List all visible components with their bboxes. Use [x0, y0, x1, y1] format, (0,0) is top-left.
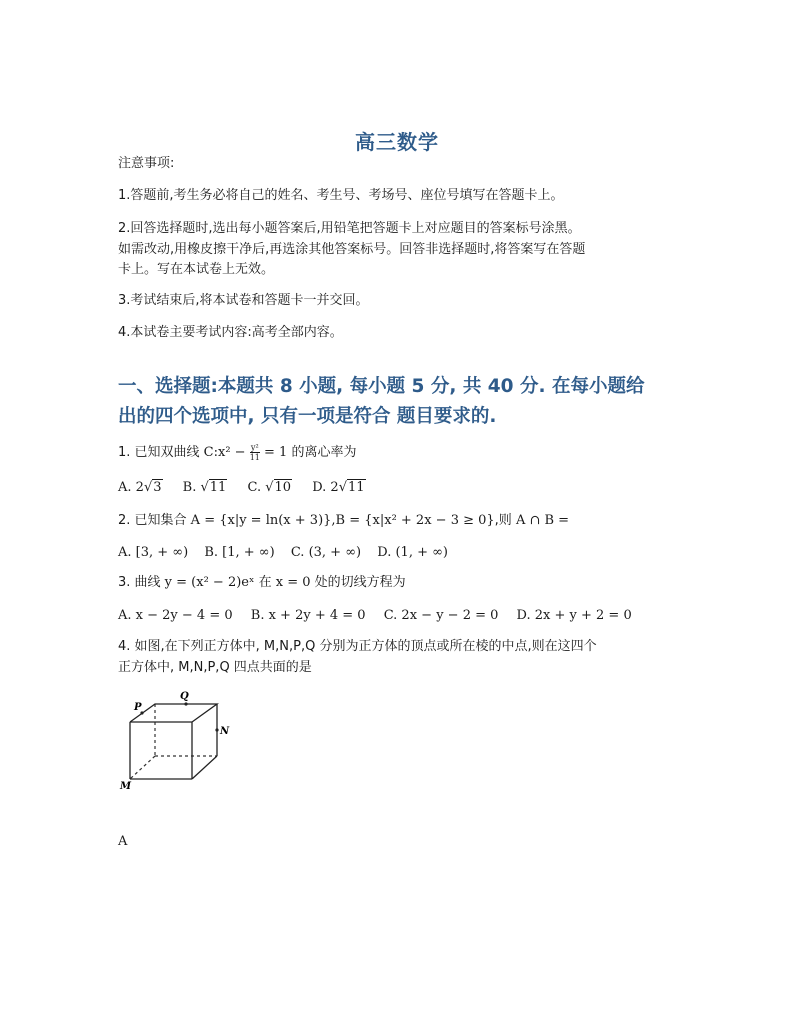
label-q: Q [180, 691, 189, 702]
q3-option-d: D. 2x + y + 2 = 0 [516, 608, 632, 623]
q1-opt-c-label: C. [247, 480, 266, 495]
cube-visible-edges [130, 704, 217, 779]
q1-opt-b-radicand: 11 [209, 480, 227, 495]
q2-stem-a: 2. 已知集合 [118, 513, 191, 528]
q2-option-d: D. (1, + ∞) [377, 545, 449, 560]
note-2-line-1: 2.回答选择题时,选出每小题答案后,用铅笔把答题卡上对应题目的答案标号涂黑。 [118, 221, 581, 236]
q3-stem-c: 处的切线方程为 [310, 575, 406, 590]
section-heading [118, 372, 678, 432]
q3-formula: y = (x² − 2)eˣ [164, 575, 255, 590]
q3-option-a: A. x − 2y − 4 = 0 [118, 608, 233, 623]
q1-suffix: 的离心率为 [287, 445, 357, 460]
q1-option-a: A. 2√3 [118, 480, 162, 495]
note-3: 3.考试结束后,将本试卷和答题卡一并交回。 [118, 293, 369, 308]
label-p: P [134, 702, 142, 713]
note-4: 4.本试卷主要考试内容:高考全部内容。 [118, 325, 343, 340]
q2-options [118, 542, 448, 563]
notes-heading: 注意事项: [118, 156, 175, 171]
q1-option-d: D. 2√11 [312, 480, 365, 495]
cube-figure [112, 684, 237, 794]
q1-formula-a: C:x² − [203, 445, 250, 460]
q1-opt-a-radicand: 3 [153, 480, 162, 495]
q3-formula-2: x = 0 [275, 575, 311, 590]
question-3 [118, 572, 406, 593]
question-1 [118, 442, 356, 463]
q2-option-b: B. [1, + ∞) [204, 545, 275, 560]
note-2-line-2: 如需改动,用橡皮擦干净后,再选涂其他答案标号。回答非选择题时,将答案写在答题 [118, 242, 586, 257]
q2-formula: A = {x|y = ln(x + 3)},B = {x|x² + 2x − 3 ≥ 0} [190, 513, 495, 528]
q1-fraction [250, 443, 260, 462]
q3-options [118, 605, 632, 626]
q1-formula-b: = 1 [259, 445, 288, 460]
option-a-label: A [118, 834, 128, 849]
question-2 [118, 510, 569, 531]
q3-option-b: B. x + 2y + 4 = 0 [250, 608, 366, 623]
q3-option-c: C. 2x − y − 2 = 0 [383, 608, 499, 623]
label-n: N [220, 726, 230, 737]
q2-stem-b: ,则 [494, 513, 516, 528]
section-heading-line-2: 出的四个选项中, 只有一项是符合 题目要求的. [118, 406, 497, 427]
q1-option-b: B. √11 [182, 480, 227, 495]
q3-stem-a: 3. 曲线 [118, 575, 165, 590]
q4-line-2: 正方体中, M,N,P,Q 四点共面的是 [118, 660, 312, 675]
q1-frac-num: y² [250, 443, 259, 452]
q1-opt-a-label: A. 2 [118, 480, 144, 495]
q1-option-c: C. √10 [247, 480, 292, 495]
q1-opt-c-radicand: 10 [274, 480, 292, 495]
section-heading-line-1: 一、选择题:本题共 8 小题, 每小题 5 分, 共 40 分. 在每小题给 [118, 376, 645, 397]
note-1: 1.答题前,考生务必将自己的姓名、考生号、考场号、座位号填写在答题卡上。 [118, 188, 564, 203]
q2-option-a: A. [3, + ∞) [118, 545, 189, 560]
q2-option-c: C. (3, + ∞) [290, 545, 362, 560]
q2-formula-2: A ∩ B = [515, 513, 570, 528]
q1-opt-b-label: B. [182, 480, 201, 495]
note-2-line-3: 卡上。写在本试卷上无效。 [118, 262, 275, 277]
q1-frac-den: 11 [249, 453, 260, 462]
q1-options [118, 477, 366, 498]
q4-line-1: 4. 如图,在下列正方体中, M,N,P,Q 分别为正方体的顶点或所在棱的中点,则在这四个 [118, 639, 597, 654]
q3-stem-b: 在 [254, 575, 276, 590]
q1-opt-d-radicand: 11 [348, 480, 365, 495]
q1-opt-d-label: D. 2 [312, 480, 339, 495]
page-title: 高三数学 [355, 130, 439, 154]
q1-prefix: 1. 已知双曲线 [118, 445, 204, 460]
label-m: M [120, 781, 132, 792]
